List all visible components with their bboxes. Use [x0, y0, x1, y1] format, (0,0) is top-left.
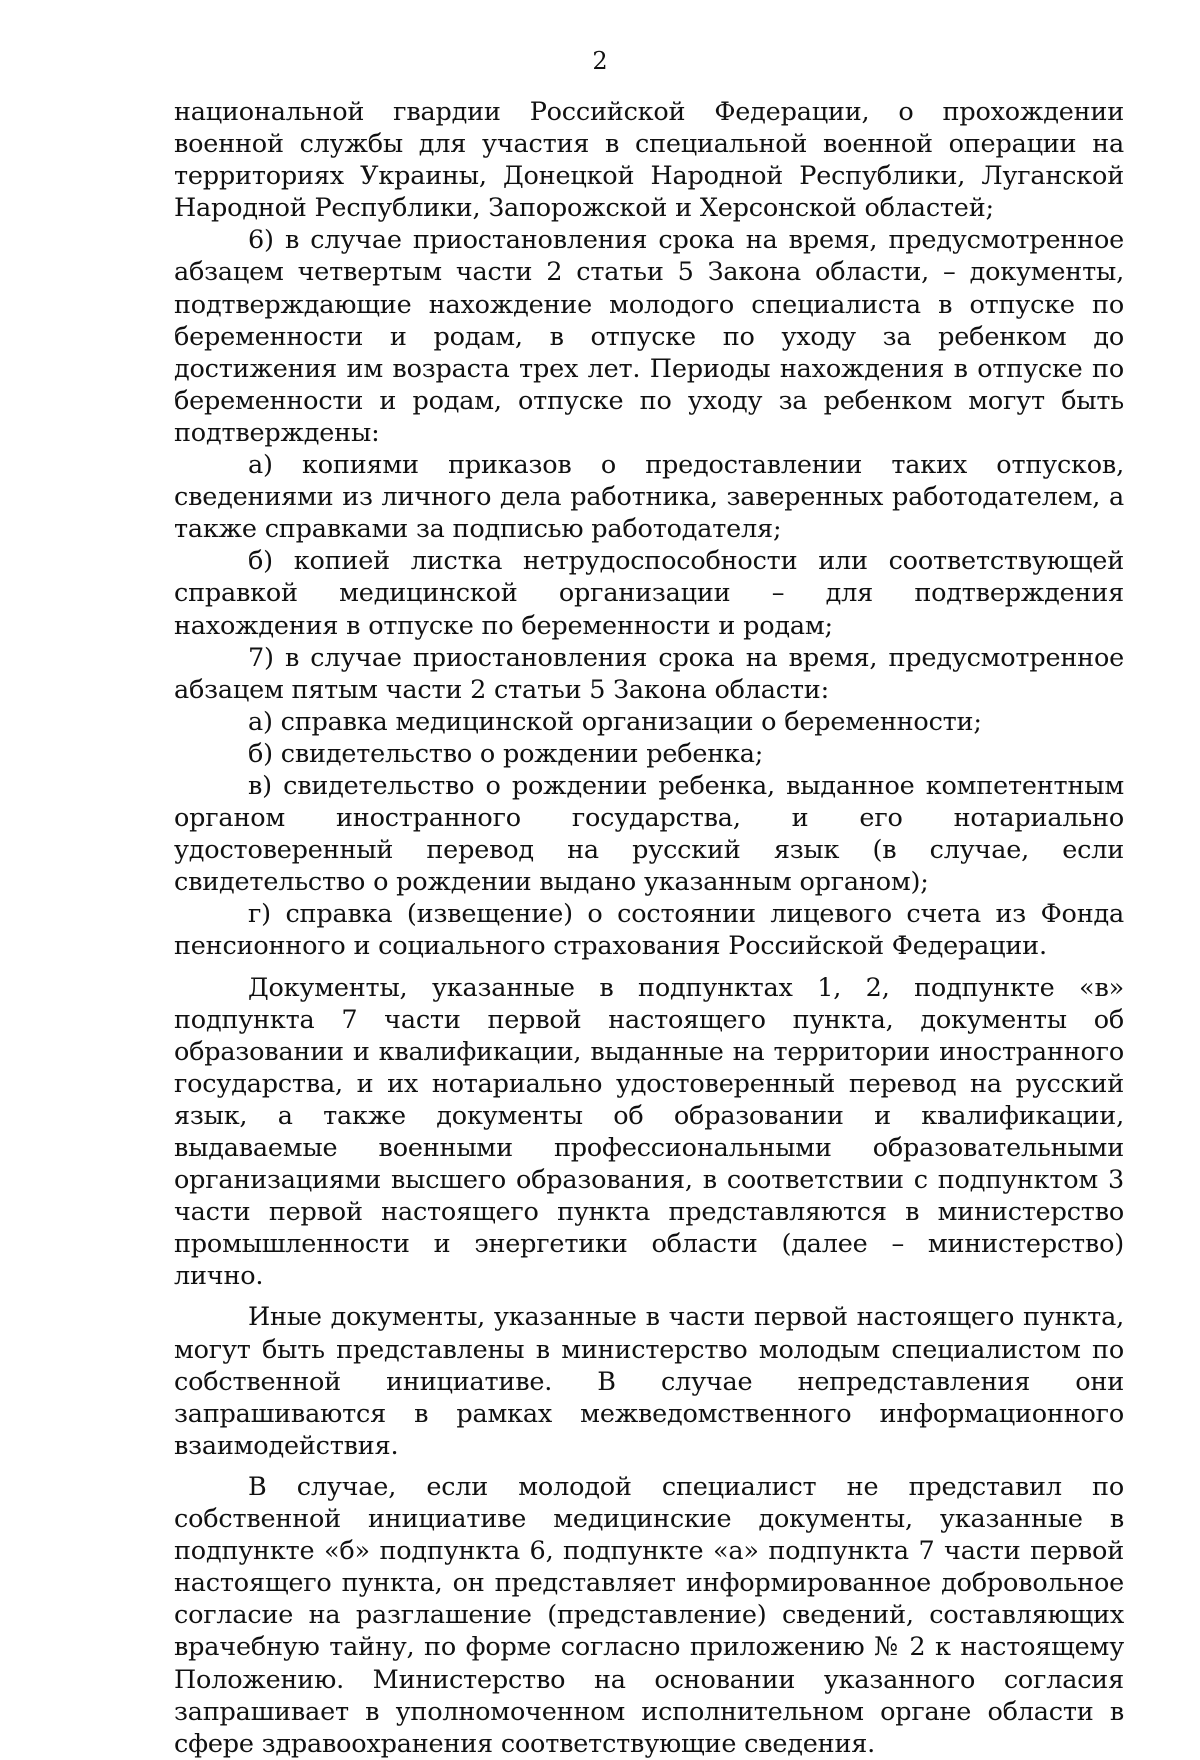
- paragraph-item-6b: б) копией листка нетрудоспособности или соответствующей справкой медицинской организации – для подтверждения нахождения в отпуске по беременности и родам;: [174, 546, 1124, 641]
- paragraph-item-6: 6) в случае приостановления срока на время, предусмотренное абзацем четвертым части 2 статьи 5 Закона области, – документы, подтверждающие нахождение молодого специалиста в отпуске по беременности и родам, в отпуске по уходу за ребенком до достижения им возраста трех лет. Периоды нахождения в отпуске по беременности и родам, отпуске по уходу за ребенком могут быть подтверждены:: [174, 225, 1124, 448]
- paragraph-item-7g: г) справка (извещение) о состоянии лицевого счета из Фонда пенсионного и социального страхования Российской Федерации.: [174, 899, 1124, 962]
- paragraph-item-7: 7) в случае приостановления срока на время, предусмотренное абзацем пятым части 2 статьи 5 Закона области:: [174, 642, 1124, 705]
- paragraph-medical-consent: В случае, если молодой специалист не представил по собственной инициативе медицинские документы, указанные в подпункте «б» подпункта 6, подпункте «а» подпункта 7 части первой настоящего пункта, он представляет информированное добровольное согласие на разглашение (представление) сведений, составляющих врачебную тайну, по форме согласно приложению № 2 к настоящему Положению. Министерство на основании указанного согласия запрашивает в уполномоченном исполнительном органе области в сфере здравоохранения соответствующие сведения.: [174, 1471, 1124, 1759]
- paragraph-item-7b: б) свидетельство о рождении ребенка;: [248, 738, 764, 769]
- paragraph-item-7a: а) справка медицинской организации о беременности;: [248, 706, 982, 737]
- paragraph-documents-in-person: Документы, указанные в подпунктах 1, 2, подпункте «в» подпункта 7 части первой настоящего пункта, документы об образовании и квалификации, выданные на территории иностранного государства, и их нотариально удостоверенный перевод на русский язык, а также документы об образовании и квалификации, выдаваемые военными профессиональными образовательными организациями высшего образования, в соответствии с подпунктом 3 части первой настоящего пункта представляются в министерство промышленности и энергетики области (далее – министерство) лично.: [174, 972, 1124, 1292]
- page-number: 2: [592, 47, 608, 75]
- document-body: [174, 96, 1124, 1760]
- paragraph-other-documents: Иные документы, указанные в части первой настоящего пункта, могут быть представлены в министерство молодым специалистом по собственной инициативе. В случае непредставления они запрашиваются в рамках межведомственного информационного взаимодействия.: [174, 1302, 1124, 1461]
- paragraph-item-6a: а) копиями приказов о предоставлении таких отпусков, сведениями из личного дела работника, заверенных работодателем, а также справками за подписью работодателя;: [174, 450, 1124, 545]
- paragraph-item-7v: в) свидетельство о рождении ребенка, выданное компетентным органом иностранного государства, и его нотариально удостоверенный перевод на русский язык (в случае, если свидетельство о рождении выдано указанным органом);: [174, 770, 1124, 898]
- paragraph-continuation: национальной гвардии Российской Федерации, о прохождении военной службы для участия в специальной военной операции на территориях Украины, Донецкой Народной Республики, Луганской Народной Республики, Запорожской и Херсонской областей;: [174, 97, 1124, 224]
